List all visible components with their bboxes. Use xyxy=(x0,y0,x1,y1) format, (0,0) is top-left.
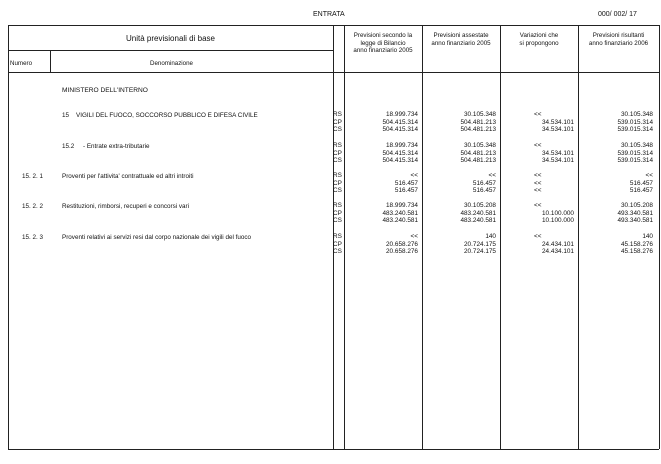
cell-c2-cs: 504.481.213 xyxy=(460,126,496,134)
cell-c2-cs: 504.481.213 xyxy=(460,157,496,165)
cell-c4-rs: << xyxy=(645,172,653,179)
cell-c4-cs: 493.340.581 xyxy=(617,217,653,225)
row-code-cp: CP xyxy=(333,240,342,248)
cell-c4-cp: 539.015.314 xyxy=(617,118,653,126)
numero-divider xyxy=(50,50,51,72)
cell-c3-rs: << xyxy=(534,172,542,179)
cell-c1-rs: 18.999.734 xyxy=(386,142,418,149)
row-code-cs: CS xyxy=(333,157,342,165)
cell-c3-cp: << xyxy=(534,179,542,187)
row-denominazione: VIGILI DEL FUOCO, SOCCORSO PUBBLICO E DIFESA CIVILE xyxy=(76,112,258,119)
cell-c1-cp: 516.457 xyxy=(394,179,418,187)
row-code-cs: CS xyxy=(333,248,342,256)
cell-c1-rs: 18.999.734 xyxy=(386,111,418,118)
row-numero: 15.2 xyxy=(62,143,75,150)
cell-c2-cp: 516.457 xyxy=(472,179,496,187)
section-title: ENTRATA xyxy=(313,11,345,18)
cell-c1-rs: 18.999.734 xyxy=(386,202,418,209)
cell-c4-rs: 30.105.348 xyxy=(621,111,653,118)
cell-c3-rs: << xyxy=(534,142,542,149)
cell-c4-cs: 539.015.314 xyxy=(617,126,653,134)
row-code-cp: CP xyxy=(333,118,342,126)
cell-c2-rs: 30.105.348 xyxy=(464,111,496,118)
cell-c2-cs: 483.240.581 xyxy=(460,217,496,225)
cell-c1-cp: 483.240.581 xyxy=(382,209,418,217)
cell-c2-rs: 30.105.208 xyxy=(464,202,496,209)
cell-c2-cp: 483.240.581 xyxy=(460,209,496,217)
denominazione-header: Denominazione xyxy=(150,60,193,67)
cell-c3-cp: 34.534.101 xyxy=(542,149,574,157)
col-previsioni-legge-header: Previsioni secondo la legge di Bilancio anno finanziario 2005 xyxy=(353,32,413,54)
cell-c4-cp: 516.457 xyxy=(629,179,653,187)
row-numero: 15. 2. 3 xyxy=(22,234,44,241)
ministry-label: MINISTERO DELL'INTERNO xyxy=(62,87,148,94)
cell-c1-cs: 483.240.581 xyxy=(382,217,418,225)
row-code-cs: CS xyxy=(333,187,342,195)
row-numero: 15 xyxy=(62,112,70,119)
cell-c3-rs: << xyxy=(534,111,542,118)
cell-c2-cp: 504.481.213 xyxy=(460,149,496,157)
row-code-rs: RS xyxy=(333,172,342,179)
cell-c3-cp: 24.434.101 xyxy=(542,240,574,248)
cell-c2-rs: 30.105.348 xyxy=(464,142,496,149)
table-bottom-border xyxy=(8,449,659,450)
cell-c3-cs: 34.534.101 xyxy=(542,157,574,165)
row-code-rs: RS xyxy=(333,111,342,118)
cell-c1-cs: 20.658.276 xyxy=(386,248,418,256)
cell-c4-rs: 140 xyxy=(642,233,653,240)
cell-c4-cs: 539.015.314 xyxy=(617,157,653,165)
cell-c1-cp: 20.658.276 xyxy=(386,240,418,248)
row-code-rs: RS xyxy=(333,233,342,240)
cell-c1-rs: << xyxy=(410,172,418,179)
row-numero: 15. 2. 1 xyxy=(22,173,44,180)
unita-previsionali-header: Unità previsionali di base xyxy=(126,34,215,43)
cell-c3-cs: 24.434.101 xyxy=(542,248,574,256)
row-code-cp: CP xyxy=(333,209,342,217)
cell-c4-rs: 30.105.348 xyxy=(621,142,653,149)
cell-c2-cs: 516.457 xyxy=(472,187,496,195)
table-right-border xyxy=(659,25,660,449)
cell-c1-cp: 504.415.314 xyxy=(382,118,418,126)
col-variazioni-header: Variazioni che si propongono xyxy=(519,32,559,47)
cell-c2-cp: 20.724.175 xyxy=(464,240,496,248)
cell-c3-cs: 34.534.101 xyxy=(542,126,574,134)
cell-c1-rs: << xyxy=(410,233,418,240)
col-previsioni-risultanti-header: Previsioni risultanti anno finanziario 2006 xyxy=(588,32,649,47)
row-code-cp: CP xyxy=(333,149,342,157)
col-previsioni-assestate-header: Previsioni assestate anno finanziario 2005 xyxy=(431,32,491,47)
cell-c2-cs: 20.724.175 xyxy=(464,248,496,256)
row-code-cp: CP xyxy=(333,179,342,187)
page-number: 000/ 002/ 17 xyxy=(598,11,637,18)
cell-c4-cs: 45.158.276 xyxy=(621,248,653,256)
cell-c2-rs: << xyxy=(488,172,496,179)
cell-c1-cp: 504.415.314 xyxy=(382,149,418,157)
row-denominazione: Restituzioni, rimborsi, recuperi e concorsi vari xyxy=(62,203,190,210)
cell-c4-cp: 539.015.314 xyxy=(617,149,653,157)
cell-c3-cp: 34.534.101 xyxy=(542,118,574,126)
table-left-border xyxy=(8,25,9,449)
row-numero: 15. 2. 2 xyxy=(22,203,44,210)
cell-c4-rs: 30.105.208 xyxy=(621,202,653,209)
cell-c3-rs: << xyxy=(534,202,542,209)
cell-c3-cs: << xyxy=(534,187,542,195)
cell-c1-cs: 504.415.314 xyxy=(382,157,418,165)
numero-header: Numero xyxy=(10,60,33,67)
cell-c1-cs: 516.457 xyxy=(394,187,418,195)
cell-c4-cp: 493.340.581 xyxy=(617,209,653,217)
cell-c3-cp: 10.100.000 xyxy=(542,209,574,217)
col-divider-3 xyxy=(578,25,579,449)
row-code-cs: CS xyxy=(333,217,342,225)
col-divider-0b xyxy=(344,25,345,449)
col-divider-2 xyxy=(500,25,501,449)
cell-c3-cs: 10.100.000 xyxy=(542,217,574,225)
row-code-rs: RS xyxy=(333,142,342,149)
cell-c4-cs: 516.457 xyxy=(629,187,653,195)
row-denominazione: Proventi per l'attivita' contrattuale ed altri introiti xyxy=(62,173,194,180)
row-code-cs: CS xyxy=(333,126,342,134)
cell-c2-cp: 504.481.213 xyxy=(460,118,496,126)
cell-c1-cs: 504.415.314 xyxy=(382,126,418,134)
header-divider xyxy=(8,50,333,51)
cell-c3-rs: << xyxy=(534,233,542,240)
col-divider-1 xyxy=(422,25,423,449)
row-denominazione: - Entrate extra-tributarie xyxy=(83,143,150,150)
cell-c4-cp: 45.158.276 xyxy=(621,240,653,248)
cell-c2-rs: 140 xyxy=(485,233,496,240)
row-code-rs: RS xyxy=(333,202,342,209)
row-denominazione: Proventi relativi ai servizi resi dal corpo nazionale dei vigili del fuoco xyxy=(62,234,251,241)
